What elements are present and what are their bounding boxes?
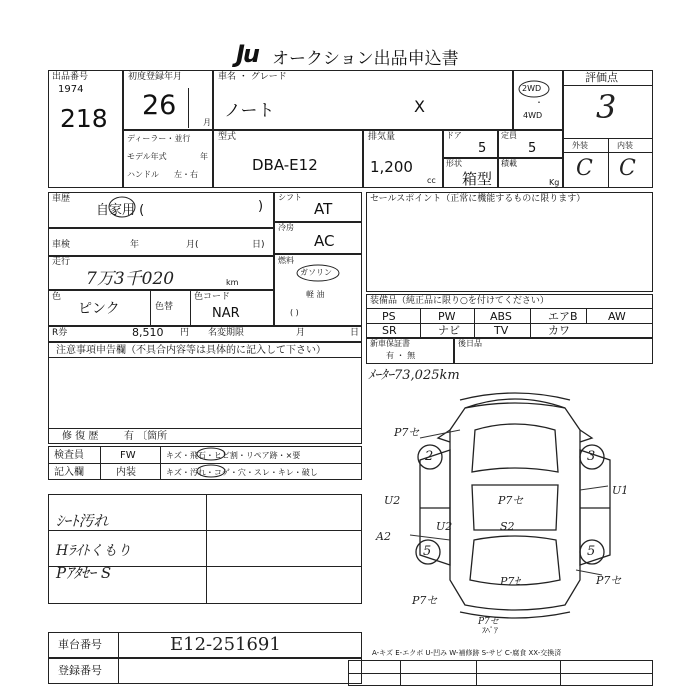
drive-4wd: 4WD [523, 111, 543, 120]
tire-rr: 5 [587, 544, 596, 559]
mark-a2-left: A2 [376, 530, 391, 543]
dealer-label: ディーラー・並行 [127, 134, 191, 143]
mileage-unit: km [226, 278, 239, 287]
registration-year: 26 [142, 90, 177, 121]
mark-center: P7セ [498, 494, 524, 507]
transfer-label: 名変期限 [208, 328, 245, 338]
mark-s2: S2 [500, 520, 515, 533]
inspector-fw-items: キズ・飛石・ヒビ割・リペア跡・×要 [166, 451, 301, 460]
warranty-label: 新車保証書 [370, 339, 410, 348]
drive-dot: ・ [535, 98, 543, 107]
ac-label: 冷房 [278, 223, 294, 232]
inspection-day: 日) [252, 240, 265, 250]
notes-label: 注意事項申告欄（不具合内容等は具体的に記入して下さい） [56, 345, 326, 356]
load-unit: Kg [549, 178, 560, 187]
capacity-label: 定員 [501, 131, 517, 140]
equip-pw: PW [438, 310, 456, 323]
mileage-note: ﾒｰﾀｰ73,025km [368, 368, 460, 383]
registration-label: 初度登録年月 [128, 72, 183, 82]
fuel-label: 燃料 [278, 256, 294, 265]
color-code-label: 色コード [194, 292, 231, 302]
tire-fl: 2 [425, 449, 434, 464]
displacement-label: 排気量 [368, 132, 396, 142]
inspection-box [48, 228, 274, 256]
door-value: 5 [478, 141, 487, 156]
recycle-unit: 円 [180, 328, 190, 338]
entry-number: 218 [60, 104, 108, 133]
handle-label: ハンドル [127, 170, 159, 179]
chassis-label: 車台番号 [58, 638, 102, 651]
evaluation-score: 3 [596, 88, 617, 126]
fuel-gasoline: ガソリン [300, 268, 332, 277]
sales-box [366, 192, 653, 292]
displacement-value: 1,200 [370, 158, 413, 176]
inspection-year: 年 [130, 240, 140, 250]
inspector-entry-label: 記入欄 [54, 467, 84, 478]
shift-label: シフト [278, 193, 302, 202]
equipment-label: 装備品（純正品に限り○を付けてください） [370, 296, 549, 306]
warranty-options: 有 ・ 無 [386, 351, 416, 360]
mileage-value: 7万3千020 [86, 269, 175, 289]
logo: Ju [236, 40, 259, 68]
handle-options: 左・右 [174, 170, 198, 179]
fuel-other: ( ) [290, 308, 299, 317]
entry-label: 出品番号 [52, 72, 89, 82]
chassis-value: E12-251691 [170, 634, 281, 655]
warranty-other-label: 後日品 [458, 339, 482, 348]
equip-sr: SR [382, 324, 397, 337]
damage-legend: A-キズ E-エクボ U-凹み W-補修跡 S-サビ C-腐食 XX-交換済 [372, 649, 562, 657]
memo-3: Pｱﾀｾｰ S [56, 564, 112, 582]
memo-1: ｼｰﾄ汚れ [56, 512, 109, 530]
exterior-label: 外装 [572, 141, 588, 150]
warranty-other-box [454, 338, 653, 364]
registration-no-label: 登録番号 [58, 664, 102, 677]
color-label: 色 [52, 292, 62, 302]
tire-fr: 3 [587, 449, 596, 464]
sales-label: セールスポイント（正常に機能するものに限ります） [370, 194, 586, 204]
fuel-diesel: 軽 油 [306, 290, 325, 299]
recycle-value: 8,510 [132, 326, 164, 339]
equip-ps: PS [382, 310, 396, 323]
equip-airbag: エアB [548, 310, 578, 323]
inspector-label: 検査員 [54, 450, 84, 461]
repair-value: 有 〔箇所 [124, 431, 168, 442]
tire-rl: 5 [423, 544, 432, 559]
inspector-interior: 内装 [116, 467, 136, 478]
transfer-month: 月 [296, 328, 306, 338]
model-year-unit: 年 [200, 152, 208, 161]
model-label: 型式 [218, 132, 237, 142]
mark-spare: P7セ [478, 617, 499, 627]
inspection-label: 車検 [52, 240, 71, 250]
shift-value: AT [314, 200, 333, 218]
recycle-box [48, 326, 362, 342]
history-close: ) [258, 199, 264, 214]
exterior-grade: C [576, 156, 593, 181]
recycle-label: R券 [52, 328, 68, 338]
page-title: オークション出品申込書 [272, 49, 459, 69]
inspector-fw: FW [120, 450, 136, 461]
mark-front-left: P7セ [394, 426, 420, 439]
body-value: 箱型 [462, 170, 493, 188]
history-box [48, 192, 274, 228]
equip-leather: カワ [548, 324, 570, 337]
displacement-unit: cc [427, 176, 436, 185]
mark-rear-left: P7セ [412, 594, 438, 607]
memo-2: Hﾗｲﾄくもり [56, 543, 132, 559]
car-name: ノート [224, 101, 275, 121]
inspector-interior-items: キズ・汚れ・コゲ・穴・スレ・キレ・破し [166, 468, 318, 477]
mark-u2-door: U2 [436, 520, 453, 533]
color-code: NAR [212, 306, 240, 321]
history-label: 車歴 [52, 194, 71, 204]
interior-grade: C [619, 156, 636, 181]
spare-label: ｽﾍﾟｱ [482, 626, 498, 635]
mileage-label: 走行 [52, 257, 71, 267]
door-label: ドア [446, 131, 462, 140]
carname-label: 車名 ・ グレード [218, 72, 287, 82]
ac-value: AC [314, 232, 335, 250]
transfer-day: 日 [350, 328, 360, 338]
equip-tv: TV [494, 324, 509, 337]
month-unit: 月 [203, 118, 211, 127]
equip-navi: ナビ [438, 324, 460, 337]
history-value: 自家用 ( [96, 203, 145, 218]
mark-rear-center: P7ｾ [500, 575, 520, 588]
interior-label: 内装 [617, 141, 633, 150]
entry-sub: 1974 [58, 84, 84, 95]
model-year-label: モデル年式 [127, 152, 167, 161]
mark-rear-right: P7セ [596, 574, 622, 587]
repair-label: 修 復 歴 [62, 431, 99, 442]
drive-2wd: 2WD [522, 84, 542, 93]
capacity-value: 5 [528, 141, 537, 156]
equip-aw: AW [608, 310, 626, 323]
car-grade: X [414, 97, 425, 116]
color-change-label: 色替 [155, 302, 174, 312]
load-label: 積載 [501, 159, 517, 168]
body-label: 形状 [446, 159, 462, 168]
equip-abs: ABS [490, 310, 512, 323]
inspection-month: 月( [186, 240, 199, 250]
color-value: ピンク [78, 301, 120, 317]
mark-u2-left: U2 [384, 494, 401, 507]
mark-u1-right: U1 [612, 484, 629, 497]
model-value: DBA-E12 [252, 156, 318, 174]
evaluation-label: 評価点 [585, 71, 618, 84]
